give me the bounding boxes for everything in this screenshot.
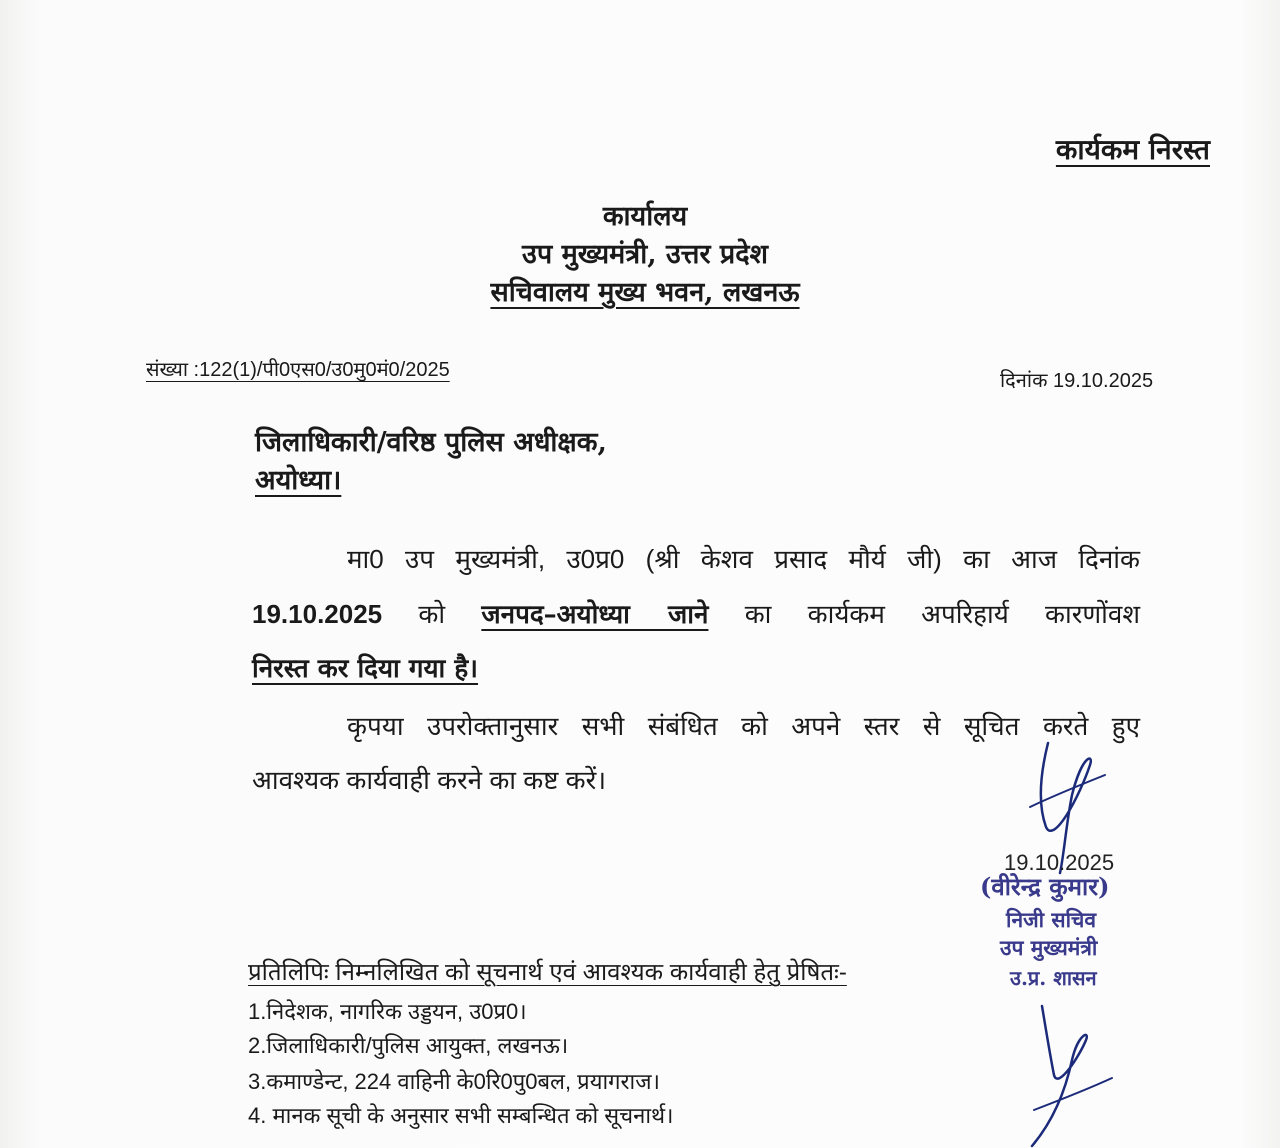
copy-recipient-item: 3.कमाण्डेन्ट, 224 वाहिनी के0रि0पु0बल, प्रयागराज। — [248, 1069, 660, 1094]
addressee-line-1: जिलाधिकारी/वरिष्ठ पुलिस अधीक्षक, — [255, 427, 607, 458]
letter-date: दिनांक 19.10.2025 — [1000, 370, 1154, 392]
copy-recipient-item: 1.निदेशक, नागरिक उड्डयन, उ0प्र0। — [248, 999, 527, 1024]
signature-mark-lower — [1020, 1000, 1120, 1148]
body-paragraph-2-line-2: आवश्यक कार्यवाही करने का कष्ट करें। — [252, 765, 607, 795]
signature-date: 19.10.2025 — [1004, 850, 1115, 875]
copy-recipient-item: 2.जिलाधिकारी/पुलिस आयुक्त, लखनऊ। — [248, 1033, 569, 1058]
office-title: उप मुख्यमंत्री, उत्तर प्रदेश — [522, 239, 768, 270]
office-address — [0, 272, 1280, 309]
program-date: 19.10.2025 — [252, 599, 383, 629]
signatory-office: उप मुख्यमंत्री — [1000, 935, 1098, 960]
p1-reason: का कार्यकम अपरिहार्य कारणोंवश — [744, 599, 1141, 629]
cancelled-stamp-heading: कार्यकम निरस्त — [1055, 133, 1210, 166]
signatory-designation: निजी सचिव — [1006, 907, 1097, 932]
copy-recipient-item: 4. मानक सूची के अनुसार सभी सम्बन्धित को सूचनार्थ। — [248, 1103, 674, 1128]
signatory-department: उ.प्र. शासन — [1010, 966, 1097, 990]
addressee-line-2: अयोध्या। — [255, 465, 342, 496]
cancellation-statement: निरस्त कर दिया गया है। — [252, 654, 479, 684]
signatory-name: (वीरेन्द्र कुमार) — [980, 872, 1110, 901]
reference-number: संख्या :122(1)/पी0एस0/उ0मु0मं0/2025 — [146, 359, 450, 381]
body-paragraph-1-line-1 — [252, 540, 1140, 576]
program-destination: जनपद–अयोध्या जाने — [481, 600, 709, 630]
p1-text: मा0 उप मुख्यमंत्री, उ0प्र0 (श्री केशव प्रसाद मौर्य जी) का आज दिनांक — [347, 544, 1140, 574]
p1-connector: को — [418, 599, 446, 629]
copy-to-heading: प्रतिलिपिः निम्नलिखित को सूचनार्थ एवं आवश्यक कार्यवाही हेतु प्रेषितः- — [248, 959, 847, 986]
body-paragraph-1-line-2 — [252, 595, 1140, 631]
office-heading: कार्यालय — [602, 201, 688, 232]
p2-text: कृपया उपरोक्तानुसार सभी संबंधित को अपने स्तर से सूचित करते हुए — [347, 711, 1140, 741]
office-address-text: सचिवालय मुख्य भवन, लखनऊ — [490, 277, 800, 308]
body-paragraph-2-line-1 — [252, 707, 1140, 743]
